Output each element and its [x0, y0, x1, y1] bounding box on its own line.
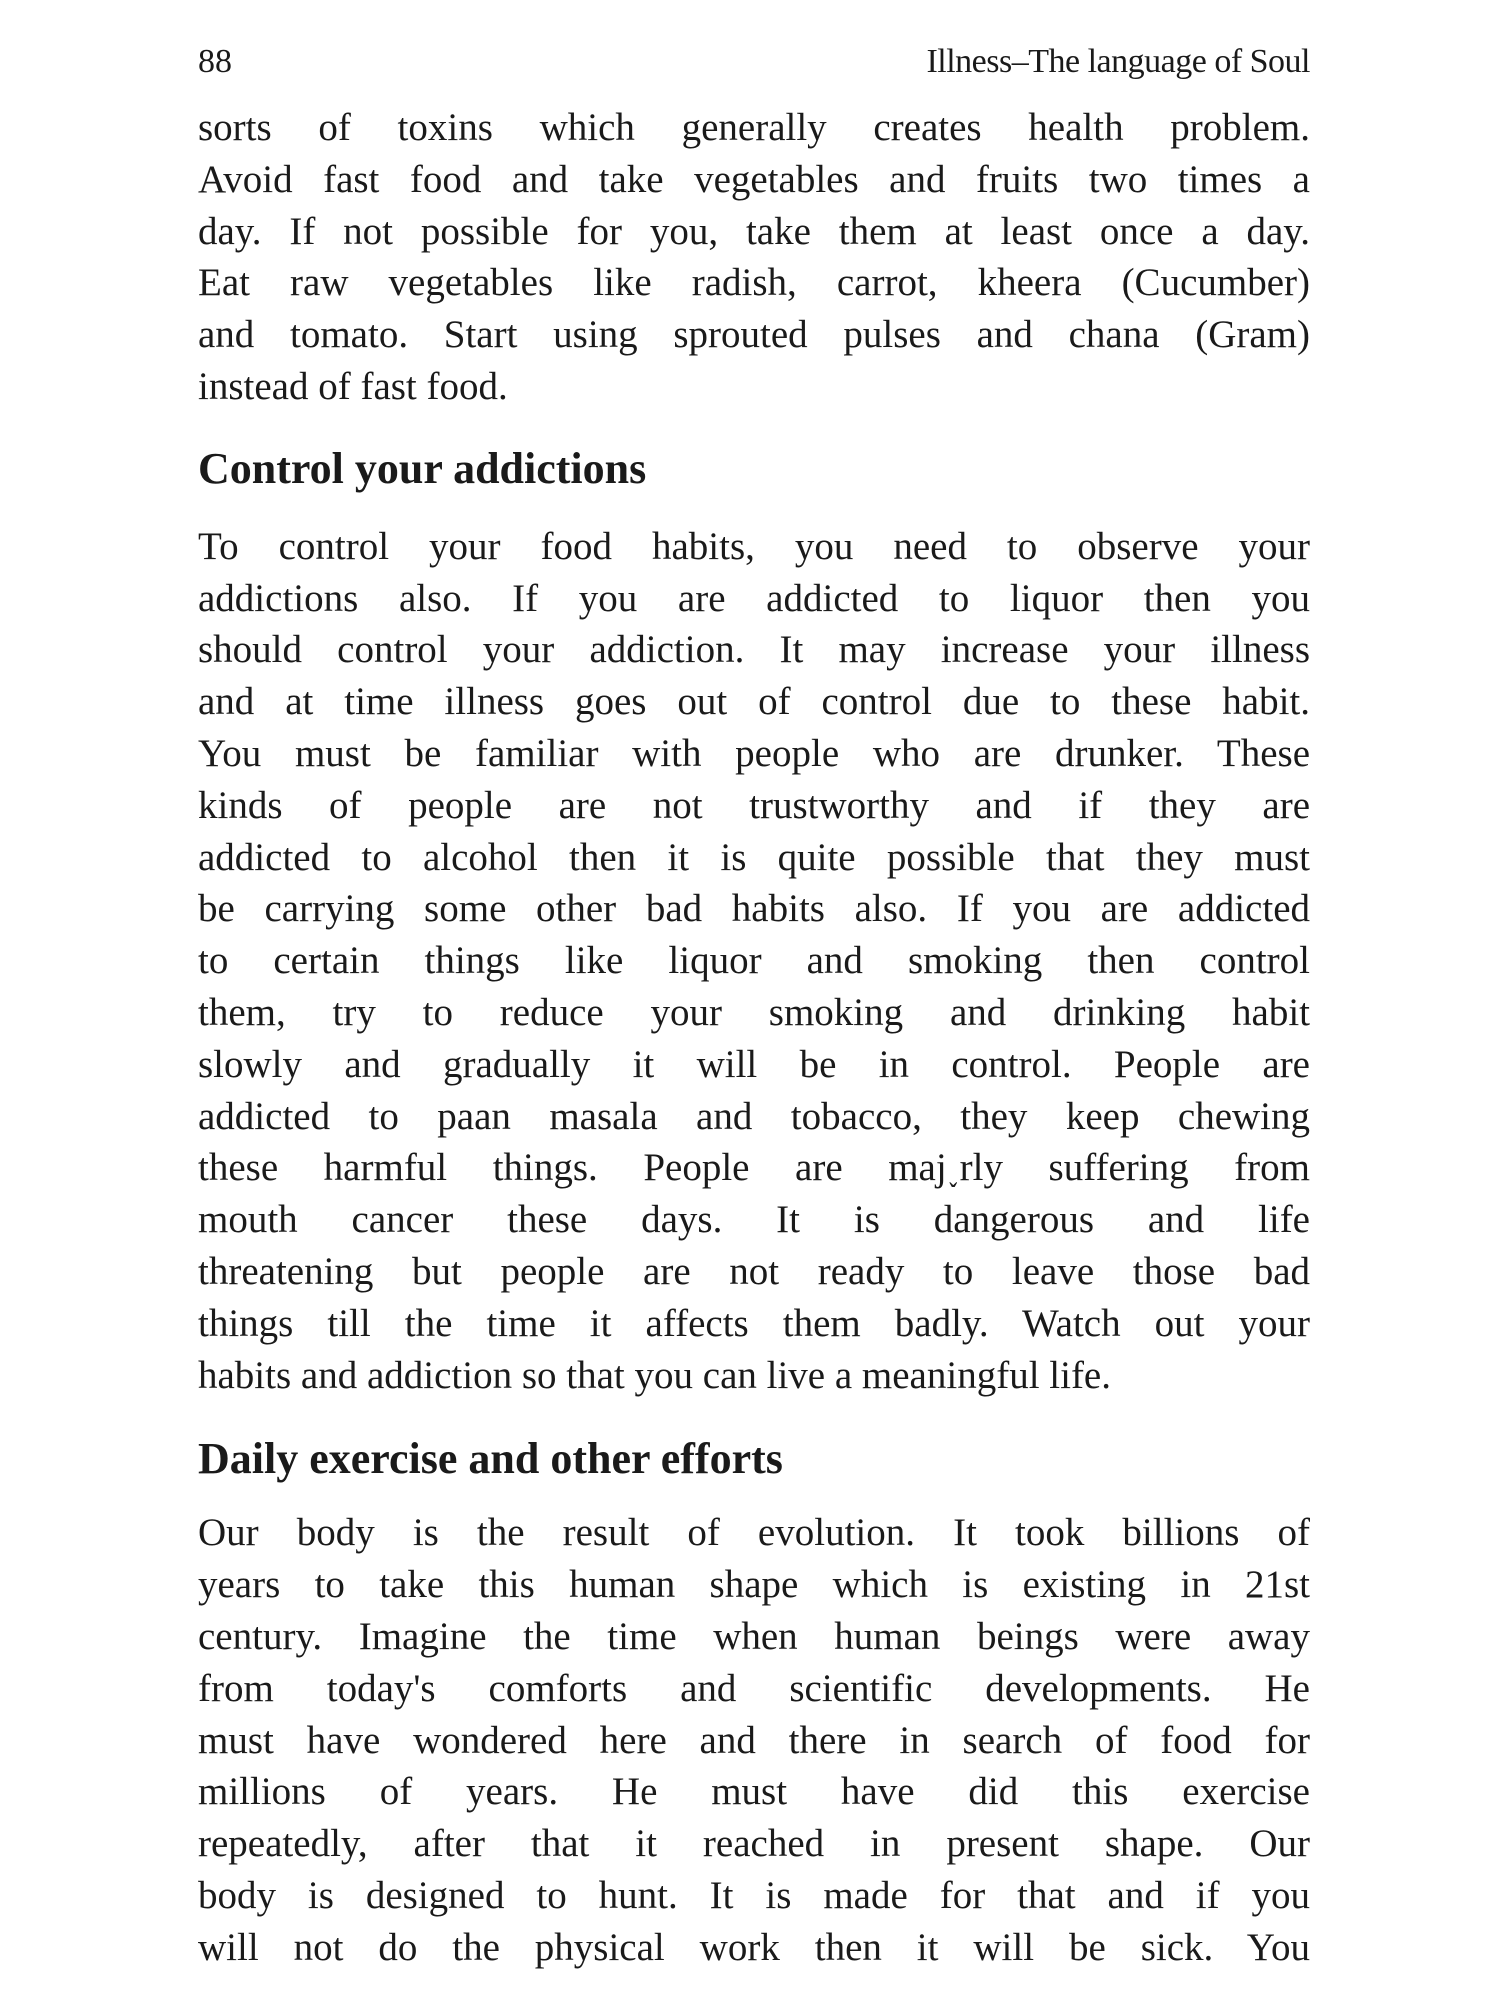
- addictions-paragraph: [198, 521, 1310, 1402]
- text-line: be carrying some other bad habits also. If you are addicted: [198, 887, 1310, 931]
- text-line: millions of years. He must have did this exercise: [198, 1770, 1310, 1814]
- text-line: Our body is the result of evolution. It took billions of: [198, 1511, 1310, 1555]
- text-line: and at time illness goes out of control due to these habit.: [198, 680, 1310, 724]
- text-line: instead of fast food.: [198, 364, 508, 408]
- text-line: habits and addiction so that you can live a meaningful life.: [198, 1353, 1111, 1397]
- text-line: Eat raw vegetables like radish, carrot, kheera (Cucumber): [198, 261, 1310, 305]
- running-title: Illness–The language of Soul: [926, 43, 1310, 80]
- exercise-paragraph: [198, 1507, 1310, 1973]
- text-line: body is designed to hunt. It is made for that and if you: [198, 1873, 1310, 1917]
- text-line: To control your food habits, you need to observe your: [198, 524, 1310, 568]
- text-line: years to take this human shape which is existing in 21st: [198, 1563, 1310, 1607]
- text-line: will not do the physical work then it will be sick. You: [198, 1925, 1310, 1969]
- text-line: and tomato. Start using sprouted pulses and chana (Gram): [198, 313, 1310, 357]
- running-header: [198, 40, 1310, 84]
- text-line: addictions also. If you are addicted to liquor then you: [198, 576, 1310, 620]
- text-line: mouth cancer these days. It is dangerous and life: [198, 1198, 1310, 1242]
- page-number: 88: [198, 43, 232, 80]
- text-line: should control your addiction. It may increase your illness: [198, 628, 1310, 672]
- text-line: these harmful things. People are maj˯rly suffering from: [198, 1146, 1310, 1190]
- text-line: repeatedly, after that it reached in present shape. Our: [198, 1822, 1310, 1866]
- text-line: slowly and gradually it will be in control. People are: [198, 1042, 1310, 1086]
- intro-paragraph: [198, 102, 1310, 413]
- section-heading-exercise: Daily exercise and other efforts: [198, 1434, 783, 1484]
- text-line: things till the time it affects them badly. Watch out your: [198, 1301, 1310, 1345]
- section-heading-addictions: Control your addictions: [198, 443, 647, 493]
- text-line: from today's comforts and scientific developments. He: [198, 1666, 1310, 1710]
- book-page: [198, 40, 1310, 1974]
- text-line: to certain things like liquor and smoking then control: [198, 939, 1310, 983]
- text-line: You must be familiar with people who are drunker. These: [198, 731, 1310, 775]
- text-line: addicted to paan masala and tobacco, they keep chewing: [198, 1094, 1310, 1138]
- text-line: century. Imagine the time when human beings were away: [198, 1614, 1310, 1658]
- text-line: them, try to reduce your smoking and drinking habit: [198, 990, 1310, 1034]
- text-line: Avoid fast food and take vegetables and fruits two times a: [198, 157, 1310, 201]
- text-line: threatening but people are not ready to leave those bad: [198, 1249, 1310, 1293]
- text-line: sorts of toxins which generally creates health problem.: [198, 106, 1310, 149]
- text-line: day. If not possible for you, take them at least once a day.: [198, 209, 1310, 253]
- text-line: kinds of people are not trustworthy and if they are: [198, 783, 1310, 827]
- text-line: addicted to alcohol then it is quite possible that they must: [198, 835, 1310, 879]
- text-line: must have wondered here and there in search of food for: [198, 1718, 1310, 1762]
